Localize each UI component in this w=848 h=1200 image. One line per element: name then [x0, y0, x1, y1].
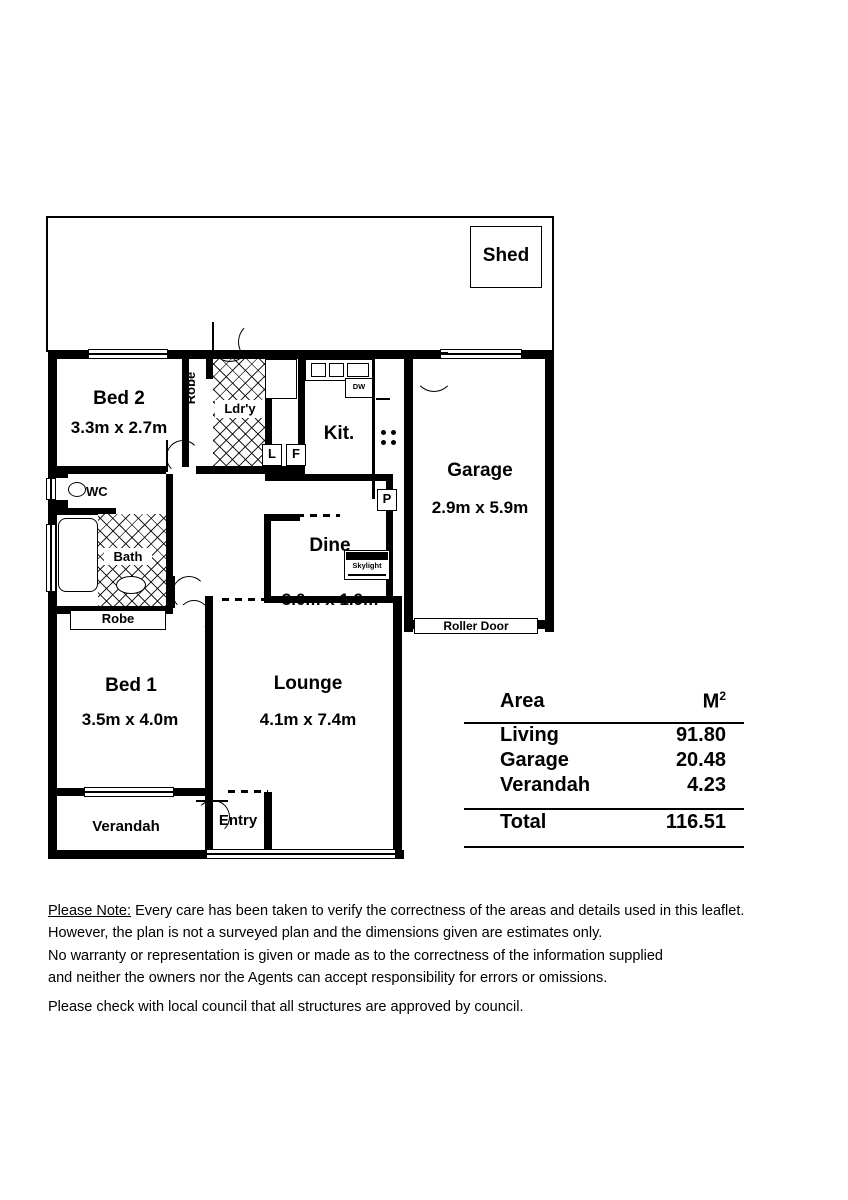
bed1-label: Bed 1: [105, 675, 157, 696]
door-leaf-laundry-external: [212, 322, 214, 354]
area-table-rule-bottom: [464, 846, 744, 848]
notes-line-3: No warranty or representation is given or made as to the correctness of the information supplied: [48, 947, 663, 964]
window-bed1-bottom-mullion: [84, 791, 174, 793]
boundary-right-line: [552, 216, 554, 352]
door-leaf-garage-side: [414, 352, 448, 354]
pantry-label: P: [382, 491, 392, 506]
laundry-label: Ldr'y: [224, 401, 256, 416]
wall-left-upper: [48, 350, 57, 475]
window-wc-left-mullion: [50, 478, 52, 500]
notes-line-5: Please check with local council that all structures are approved by council.: [48, 998, 524, 1015]
door-arc-garage-side: [414, 352, 454, 392]
wall-dine-left: [264, 514, 271, 602]
skylight-underline: [348, 574, 386, 576]
bed2-label: Bed 2: [93, 388, 145, 409]
boundary-top-line: [46, 216, 554, 218]
window-lounge-bottom-mullion: [206, 853, 396, 855]
area-table-rule-top: [464, 722, 744, 724]
cooktop-burner-2: [391, 430, 396, 435]
robe-bed1-label: Robe: [101, 611, 135, 626]
area-table-row: [464, 723, 744, 748]
opening-entry-lounge: [228, 790, 268, 793]
shed-label: Shed: [482, 245, 530, 266]
wall-verandah-bottom: [48, 850, 193, 859]
wall-bed2-bottom: [56, 466, 166, 474]
wall-robe-bed2-right: [206, 359, 213, 379]
kitchen-bench-right: [372, 359, 375, 499]
bed2-dimensions: 3.3m x 2.7m: [70, 418, 168, 437]
cooktop-burner-3: [381, 440, 386, 445]
fridge-recess: [265, 359, 297, 399]
wc-label: WC: [86, 484, 108, 499]
verandah-label: Verandah: [92, 818, 160, 835]
window-bath-left-mullion: [50, 524, 52, 592]
area-row-label: Garage: [500, 748, 569, 771]
dishwasher-label: DW: [352, 382, 366, 391]
cooktop-burner-4: [391, 440, 396, 445]
area-row-value: 20.48: [675, 748, 726, 771]
kitchen-bench-right-edge: [376, 398, 390, 400]
lounge-label: Lounge: [273, 673, 343, 694]
wall-laundry-bottom: [213, 466, 303, 474]
door-arc-bed1: [178, 600, 210, 632]
boundary-left-line: [46, 216, 48, 352]
bath-label: Bath: [113, 549, 143, 564]
kitchen-sink-drainer: [347, 363, 369, 377]
window-garage-top-mullion: [440, 353, 522, 355]
wall-garage-left: [404, 350, 413, 632]
area-table: [464, 688, 744, 835]
notes-heading: Please Note:: [48, 903, 132, 919]
dine-dimensions: 3.0m x 1.9m: [281, 590, 379, 609]
area-table-row: [464, 748, 744, 773]
laundry-washer-F-label: F: [292, 446, 300, 461]
entry-label: Entry: [218, 812, 258, 829]
bathtub: [58, 518, 98, 592]
door-leaf-entry: [196, 800, 228, 802]
window-bed2-mullion: [88, 353, 168, 355]
area-row-value: 4.23: [687, 773, 726, 796]
area-row-label: Verandah: [500, 773, 591, 796]
notes-line-4: and neither the owners nor the Agents can accept responsibility for errors or omissions.: [48, 970, 608, 987]
door-arc-laundry-external-2: [238, 322, 276, 362]
area-header-unit-sup: 2: [719, 689, 726, 703]
kitchen-sink-bowl-1: [311, 363, 326, 377]
area-row-value: 91.80: [675, 723, 726, 746]
laundry-trough-L-label: L: [268, 446, 276, 461]
opening-dine-top: [284, 514, 340, 517]
cooktop-burner-1: [381, 430, 386, 435]
wall-wc-jog-bottom: [48, 500, 68, 508]
door-leaf-bed2: [166, 440, 168, 472]
opening-dine-kitchen: [272, 476, 304, 479]
notes-line-2: However, the plan is not a surveyed plan and the dimensions given are estimates only.: [48, 925, 603, 942]
area-total-value: 116.51: [665, 810, 726, 833]
skylight-label: Skylight: [352, 561, 382, 570]
wall-garage-right: [545, 350, 554, 632]
opening-lounge-hall: [222, 598, 266, 601]
roller-door-label: Roller Door: [443, 619, 509, 633]
robe-bed2-label: Robe: [183, 371, 198, 405]
wall-lounge-right: [393, 596, 402, 854]
area-header-unit: [637, 688, 744, 715]
wc-pan: [68, 482, 86, 497]
door-arc-bed2: [166, 440, 200, 474]
area-table-row: [464, 773, 744, 798]
disclaimer-notes: [48, 900, 828, 1018]
door-leaf-bath: [173, 576, 175, 608]
garage-dimensions: 2.9m x 5.9m: [431, 498, 529, 517]
area-table-total-row: [464, 810, 744, 835]
bath-basin: [116, 576, 146, 594]
area-total-label: Total: [500, 810, 547, 833]
dine-label: Dine: [309, 535, 351, 556]
area-table-rule-mid: [464, 808, 744, 810]
bed1-dimensions: 3.5m x 4.0m: [81, 710, 179, 729]
lounge-dimensions: 4.1m x 7.4m: [259, 710, 357, 729]
area-header-label: Area: [500, 689, 545, 712]
kitchen-sink-bowl-2: [329, 363, 344, 377]
notes-line-1: [48, 900, 828, 922]
area-table-header-row: [464, 688, 744, 715]
area-header-unit-text: M: [702, 690, 720, 713]
area-row-label: Living: [500, 723, 559, 746]
notes-line1-text: Every care has been taken to verify the correctness of the areas and details used in this leaflet.: [135, 903, 745, 919]
kitchen-label: Kit.: [323, 423, 355, 444]
garage-label: Garage: [447, 460, 513, 481]
